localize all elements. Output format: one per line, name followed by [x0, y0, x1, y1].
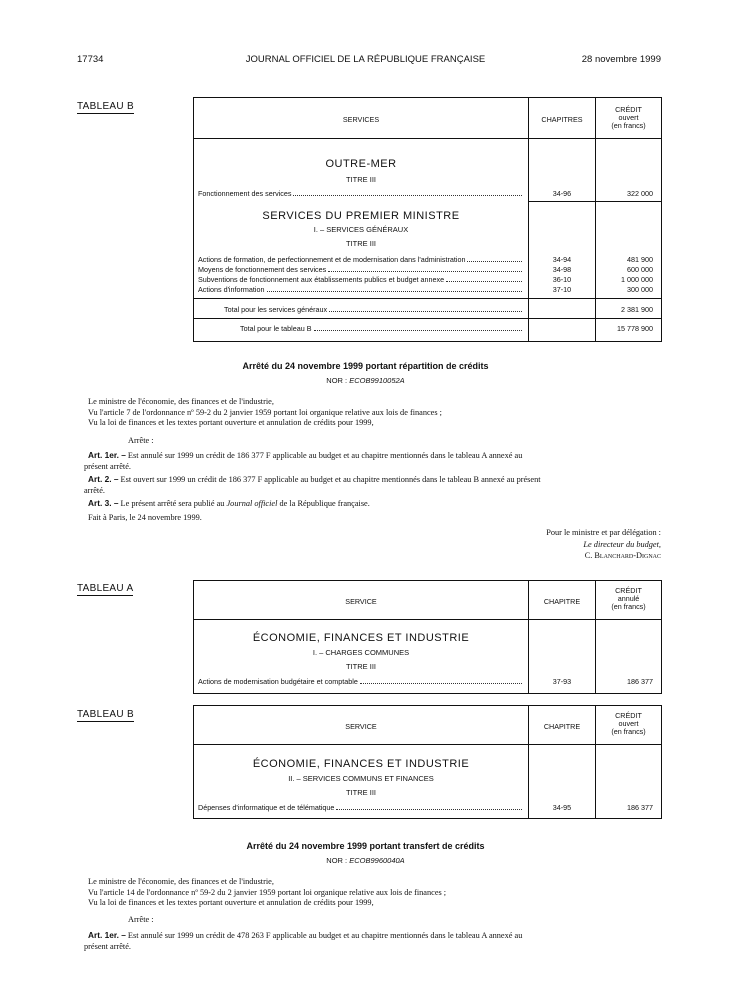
- col-header-credit: CRÉDIT ouvert (en francs): [611, 105, 646, 130]
- section-subtitle: I. – SERVICES GÉNÉRAUX: [313, 225, 409, 234]
- total-row: Total pour le tableau B: [240, 324, 524, 333]
- section-title: ÉCONOMIE, FINANCES ET INDUSTRIE: [252, 758, 470, 770]
- col-header-service: SERVICE: [345, 597, 377, 606]
- signature-line: Pour le ministre et par délégation :: [546, 528, 661, 537]
- row-chapitre: 34-96: [552, 189, 572, 198]
- row-chapitre: 34-95: [552, 803, 572, 812]
- article-1: Art. 1er. – Est annulé sur 1999 un crédit de 478 263 F applicable au budget et au chapitre mentionnés dans le tableau A annexé au présent arrêté.: [84, 930, 523, 951]
- table-row: Moyens de fonctionnement des services: [198, 265, 524, 274]
- table-row: Subventions de fonctionnement aux établissements publics et budget annexe: [198, 275, 524, 284]
- nor-reference: NOR : ECOB9960040A: [326, 856, 405, 865]
- arrete-word: Arrête :: [128, 436, 154, 445]
- table-a: [193, 580, 662, 694]
- section-title: ÉCONOMIE, FINANCES ET INDUSTRIE: [252, 632, 470, 644]
- section-subtitle: II. – SERVICES COMMUNS ET FINANCES: [288, 774, 434, 783]
- section-titre: TITRE III: [346, 175, 376, 184]
- col-header-chapitre: CHAPITRE: [543, 722, 581, 731]
- row-chapitre: 37-10: [552, 285, 572, 294]
- table-label: TABLEAU A: [77, 583, 134, 594]
- article-2: Art. 2. – Est ouvert sur 1999 un crédit de 186 377 F applicable au budget et au chapitre mentionnés dans le tableau B annexé au présent arrêté.: [84, 474, 541, 495]
- row-montant: 600 000: [627, 265, 653, 274]
- table-label: TABLEAU B: [77, 709, 134, 720]
- arrete-title: Arrêté du 24 novembre 1999 portant répartition de crédits: [242, 361, 489, 371]
- row-montant: 186 377: [627, 803, 653, 812]
- section-titre: TITRE III: [346, 788, 376, 797]
- page-number: 17734: [77, 54, 104, 65]
- nor-reference: NOR : ECOB9910052A: [326, 376, 405, 385]
- section-subtitle: I. – CHARGES COMMUNES: [312, 648, 410, 657]
- section-title: SERVICES DU PREMIER MINISTRE: [262, 210, 460, 222]
- preamble: Le ministre de l'économie, des finances et de l'industrie, Vu l'article 7 de l'ordonnance nº 59-2 du 2 janvier 1959 portant loi organique relative aux lois de finances ; Vu la loi de finances et les textes portant ouverture et annulation de crédits pour 1999,: [88, 397, 442, 427]
- row-montant: 322 000: [627, 189, 653, 198]
- section-title: OUTRE-MER: [325, 158, 397, 170]
- article-1: Art. 1er. – Est annulé sur 1999 un crédit de 186 377 F applicable au budget et au chapitre mentionnés dans le tableau A annexé au présent arrêté.: [84, 450, 523, 471]
- table-b: [193, 705, 662, 819]
- row-chapitre: 34-98: [552, 265, 572, 274]
- section-titre: TITRE III: [346, 662, 376, 671]
- table-row: Fonctionnement des services: [198, 189, 524, 198]
- col-header-chapitre: CHAPITRE: [543, 597, 581, 606]
- signature-title: Le directeur du budget,: [583, 540, 661, 549]
- arrete-title: Arrêté du 24 novembre 1999 portant transfert de crédits: [246, 841, 485, 851]
- col-header-credit: CRÉDIT annulé (en francs): [611, 586, 646, 611]
- col-header-credit: CRÉDIT ouvert (en francs): [611, 711, 646, 736]
- fait-a: Fait à Paris, le 24 novembre 1999.: [88, 513, 202, 522]
- row-montant: 1 000 000: [621, 275, 653, 284]
- col-header-chapitres: CHAPITRES: [541, 115, 583, 124]
- row-montant: 186 377: [627, 677, 653, 686]
- table-row: Actions d'information: [198, 285, 524, 294]
- table-row: Dépenses d'informatique et de télématique: [198, 803, 524, 812]
- table-label: TABLEAU B: [77, 101, 134, 112]
- signature-name: C. Blanchard-Dignac: [584, 551, 661, 560]
- row-montant: 300 000: [627, 285, 653, 294]
- col-header-service: SERVICE: [345, 722, 377, 731]
- row-montant: 481 900: [627, 255, 653, 264]
- total-montant: 15 778 900: [617, 324, 653, 333]
- table-b-services: [193, 97, 662, 342]
- row-chapitre: 34-94: [552, 255, 572, 264]
- issue-date: 28 novembre 1999: [581, 54, 661, 65]
- journal-title: JOURNAL OFFICIEL DE LA RÉPUBLIQUE FRANÇAISE: [245, 54, 486, 65]
- section-titre: TITRE III: [346, 239, 376, 248]
- total-montant: 2 381 900: [621, 305, 653, 314]
- row-chapitre: 37-93: [552, 677, 572, 686]
- table-row: Actions de modernisation budgétaire et comptable: [198, 677, 524, 686]
- row-chapitre: 36-10: [552, 275, 572, 284]
- col-header-services: SERVICES: [342, 115, 380, 124]
- table-row: Actions de formation, de perfectionnement et de modernisation dans l'administration: [198, 255, 524, 264]
- arrete-word: Arrête :: [128, 915, 154, 924]
- total-row: Total pour les services généraux: [224, 305, 524, 314]
- article-3: Art. 3. – Le présent arrêté sera publié au Journal officiel de la République française.: [88, 498, 370, 508]
- preamble: Le ministre de l'économie, des finances et de l'industrie, Vu l'article 14 de l'ordonnance nº 59-2 du 2 janvier 1959 portant loi organique relative aux lois de finances ; Vu la loi de finances et les textes portant ouverture et annulation de crédits pour 1999,: [88, 877, 447, 907]
